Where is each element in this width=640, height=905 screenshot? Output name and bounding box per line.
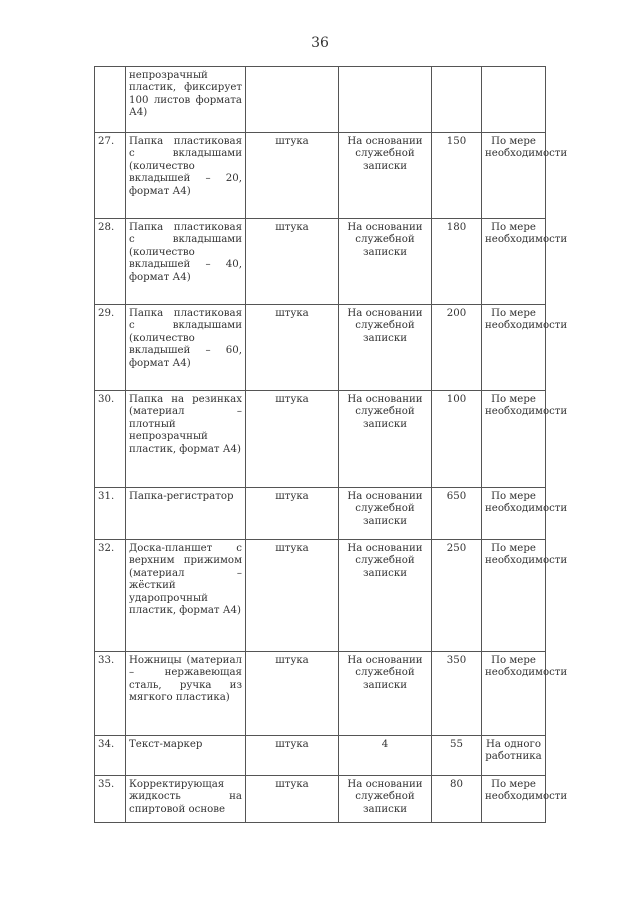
item-period: На одного работника: [482, 736, 546, 776]
item-quantity: [432, 67, 482, 133]
table-row: [95, 488, 546, 540]
table-row: [95, 540, 546, 652]
item-period: По мере необходимости: [482, 391, 546, 488]
item-basis: На основании служебной записки: [339, 488, 432, 540]
item-unit: штука: [246, 776, 339, 823]
table-row: [95, 652, 546, 736]
item-period: По мере необходимости: [482, 305, 546, 391]
row-number: 28.: [95, 219, 126, 305]
item-period: По мере необходимости: [482, 540, 546, 652]
item-unit: штука: [246, 219, 339, 305]
item-basis: На основании служебной записки: [339, 652, 432, 736]
row-number: 32.: [95, 540, 126, 652]
row-number: 31.: [95, 488, 126, 540]
item-basis: На основании служебной записки: [339, 133, 432, 219]
item-name: Корректирующая жидкость на спиртовой основе: [126, 776, 246, 823]
item-name: Папка пластиковая с вкладышами (количество вкладышей – 20, формат А4): [126, 133, 246, 219]
item-period: По мере необходимости: [482, 219, 546, 305]
item-unit: [246, 67, 339, 133]
item-basis: На основании служебной записки: [339, 540, 432, 652]
item-period: По мере необходимости: [482, 776, 546, 823]
item-period: По мере необходимости: [482, 652, 546, 736]
table-row: [95, 67, 546, 133]
item-quantity: 80: [432, 776, 482, 823]
item-period: По мере необходимости: [482, 133, 546, 219]
item-quantity: 650: [432, 488, 482, 540]
table-row: [95, 736, 546, 776]
item-period: По мере необходимости: [482, 488, 546, 540]
item-name: Папка пластиковая с вкладышами (количество вкладышей – 60, формат А4): [126, 305, 246, 391]
page-number: 36: [311, 35, 329, 51]
item-name: Папка-регистратор: [126, 488, 246, 540]
item-unit: штука: [246, 652, 339, 736]
item-name: Ножницы (материал – нержавеющая сталь, ручка из мягкого пластика): [126, 652, 246, 736]
item-quantity: 250: [432, 540, 482, 652]
item-basis: На основании служебной записки: [339, 305, 432, 391]
item-name: Текст-маркер: [126, 736, 246, 776]
item-basis: На основании служебной записки: [339, 219, 432, 305]
table-row: [95, 776, 546, 823]
item-quantity: 180: [432, 219, 482, 305]
item-unit: штука: [246, 736, 339, 776]
item-name: Папка пластиковая с вкладышами (количество вкладышей – 40, формат А4): [126, 219, 246, 305]
item-unit: штука: [246, 488, 339, 540]
item-basis: На основании служебной записки: [339, 776, 432, 823]
table-row: [95, 305, 546, 391]
table-row: [95, 133, 546, 219]
item-name: непрозрачный пластик, фиксирует 100 листов формата А4): [126, 67, 246, 133]
item-unit: штука: [246, 391, 339, 488]
row-number: 34.: [95, 736, 126, 776]
row-number: 27.: [95, 133, 126, 219]
row-number: 33.: [95, 652, 126, 736]
item-quantity: 100: [432, 391, 482, 488]
item-unit: штука: [246, 305, 339, 391]
item-quantity: 200: [432, 305, 482, 391]
item-name: Папка на резинках (материал – плотный непрозрачный пластик, формат А4): [126, 391, 246, 488]
item-basis: На основании служебной записки: [339, 391, 432, 488]
item-quantity: 350: [432, 652, 482, 736]
table-row: [95, 391, 546, 488]
item-quantity: 150: [432, 133, 482, 219]
row-number: 30.: [95, 391, 126, 488]
item-unit: штука: [246, 540, 339, 652]
item-unit: штука: [246, 133, 339, 219]
row-number: 29.: [95, 305, 126, 391]
item-basis: 4: [339, 736, 432, 776]
item-quantity: 55: [432, 736, 482, 776]
table-row: [95, 219, 546, 305]
row-number: [95, 67, 126, 133]
item-name: Доска-планшет с верхним прижимом (материал – жёсткий ударопрочный пластик, формат А4): [126, 540, 246, 652]
row-number: 35.: [95, 776, 126, 823]
items-table: [94, 66, 568, 823]
item-basis: [339, 67, 432, 133]
item-period: [482, 67, 546, 133]
